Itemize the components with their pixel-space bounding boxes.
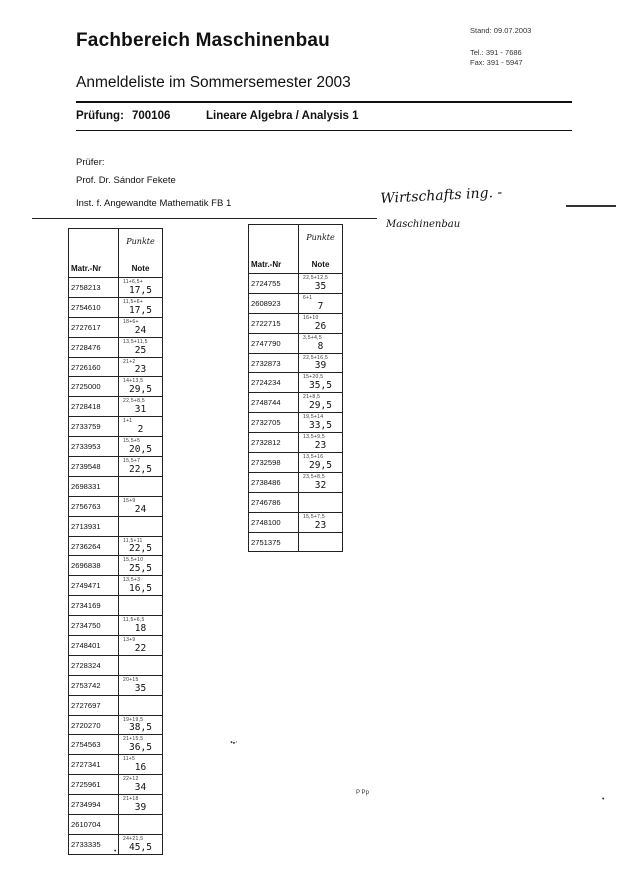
note-cell [119, 476, 163, 496]
note-cell [299, 274, 343, 294]
matr-number: 2734750 [69, 616, 119, 636]
points-calculation: 13,5+3 [123, 577, 141, 584]
table-row [69, 655, 163, 675]
matr-number: 2698331 [69, 476, 119, 496]
note-cell [119, 397, 163, 417]
table-row [69, 675, 163, 695]
table-row [69, 516, 163, 536]
points-total: 16,5 [129, 583, 152, 595]
matr-number: 2734169 [69, 596, 119, 616]
points-total: 35 [134, 682, 147, 694]
note-cell [119, 516, 163, 536]
stray-mark: • [114, 848, 117, 855]
matr-number: 2725000 [69, 377, 119, 397]
page-title: Fachbereich Maschinenbau [76, 30, 330, 51]
points-calculation: 21+18 [123, 796, 139, 803]
grade-table-left-body [69, 278, 163, 855]
note-cell [299, 433, 343, 453]
points-calculation: 13,5+16 [303, 454, 324, 461]
points-total: 18 [134, 623, 147, 635]
table-row [69, 715, 163, 735]
points-total: 35 [314, 280, 327, 292]
note-cell [299, 393, 343, 413]
grade-table-left [68, 228, 163, 855]
points-total: 23 [314, 519, 327, 531]
points-calculation: 19+19,5 [123, 716, 144, 723]
stray-mark: P Pp [356, 790, 369, 796]
table-row [249, 532, 343, 552]
note-cell [299, 413, 343, 433]
note-cell [119, 735, 163, 755]
points-calculation: 18+6+ [123, 318, 139, 325]
points-total: 16 [134, 762, 147, 774]
points-total: 20,5 [129, 444, 152, 456]
points-total: 8 [317, 340, 324, 352]
note-cell [119, 357, 163, 377]
points-total: 26 [314, 320, 327, 332]
exam-label: Prüfung: [76, 110, 124, 122]
note-cell [119, 576, 163, 596]
points-calculation: 24+21,5 [123, 835, 144, 842]
grade-table-right-body [249, 274, 343, 552]
points-total: 17,5 [129, 284, 152, 296]
table-row [249, 512, 343, 532]
table-row [69, 377, 163, 397]
note-header-label: Note [131, 264, 150, 273]
note-header [119, 229, 163, 278]
matr-number: 2738486 [249, 472, 299, 492]
points-total: 23 [314, 440, 327, 452]
table-row [249, 353, 343, 373]
points-total: 22,5 [129, 543, 152, 555]
note-cell [119, 297, 163, 317]
note-cell [299, 293, 343, 313]
matr-number: 2728476 [69, 337, 119, 357]
table-row [69, 536, 163, 556]
matr-number: 2739548 [69, 457, 119, 477]
table-row [69, 397, 163, 417]
matr-number: 2610704 [69, 815, 119, 835]
table-row [249, 393, 343, 413]
table-row [69, 596, 163, 616]
note-cell [119, 437, 163, 457]
points-calculation: 11,5+6,5 [123, 617, 145, 624]
table-row [69, 278, 163, 298]
exam-subject: Lineare Algebra / Analysis 1 [206, 110, 359, 122]
header-rule [76, 101, 572, 103]
table-row [249, 373, 343, 393]
note-cell [299, 472, 343, 492]
note-cell [119, 655, 163, 675]
note-cell [119, 636, 163, 656]
points-total: 39 [134, 802, 147, 814]
matr-number: 2725961 [69, 775, 119, 795]
matr-number: 2747790 [249, 333, 299, 353]
matr-number: 2732873 [249, 353, 299, 373]
note-cell [119, 536, 163, 556]
matr-number: 2754563 [69, 735, 119, 755]
handwritten-program-line2: Maschinenbau [386, 219, 461, 230]
table-row [69, 556, 163, 576]
points-total: 33,5 [309, 420, 332, 432]
document-subtitle: Anmeldeliste im Sommersemester 2003 [76, 74, 351, 91]
matr-number: 2756763 [69, 496, 119, 516]
points-total: 35,5 [309, 380, 332, 392]
note-header [299, 225, 343, 274]
points-calculation: 15+20,5 [303, 374, 324, 381]
points-total: 31 [134, 404, 147, 416]
matr-number: 2724234 [249, 373, 299, 393]
points-total: 45,5 [129, 841, 152, 853]
punkte-handwritten-header: Punkte [126, 237, 155, 246]
exam-rule [76, 130, 572, 131]
note-cell [119, 457, 163, 477]
points-calculation: 11+6,5+ [123, 279, 144, 285]
points-calculation: 1+1 [123, 418, 133, 425]
table-row [249, 333, 343, 353]
matr-number: 2713931 [69, 516, 119, 536]
points-total: 39 [314, 360, 327, 372]
note-cell [299, 353, 343, 373]
points-total: 32 [314, 479, 327, 491]
points-calculation: 21+2 [123, 358, 136, 365]
matr-number: 2727697 [69, 695, 119, 715]
table-row [69, 437, 163, 457]
stray-mark: • [602, 796, 605, 803]
note-cell [299, 333, 343, 353]
stand-date: Stand: 09.07.2003 [470, 26, 532, 35]
table-row [69, 636, 163, 656]
matr-number: 2608923 [249, 293, 299, 313]
examiner-label: Prüfer: [76, 157, 105, 168]
phone-number: Tel.: 391 - 7686 [470, 48, 522, 57]
matr-number: 2748744 [249, 393, 299, 413]
table-row [69, 417, 163, 437]
points-total: 36,5 [129, 742, 152, 754]
note-cell [119, 417, 163, 437]
matr-header: Matr.-Nr [249, 225, 299, 274]
matr-number: 2732598 [249, 453, 299, 473]
matr-number: 2754610 [69, 297, 119, 317]
institute-name: Inst. f. Angewandte Mathematik FB 1 [76, 198, 232, 209]
points-calculation: 6+1 [303, 294, 313, 301]
note-cell [119, 815, 163, 835]
points-total: 17,5 [129, 304, 152, 316]
table-row [69, 317, 163, 337]
table-row [249, 472, 343, 492]
note-cell [119, 834, 163, 854]
note-cell [119, 755, 163, 775]
points-total: 29,5 [129, 384, 152, 396]
table-row [249, 293, 343, 313]
points-calculation: 15,5+5 [123, 438, 141, 445]
matr-number: 2726160 [69, 357, 119, 377]
matr-number: 2751375 [249, 532, 299, 552]
table-row [249, 274, 343, 294]
points-calculation: 15,5+7 [123, 458, 141, 465]
matr-number: 2696838 [69, 556, 119, 576]
table-row [249, 413, 343, 433]
matr-number: 2753742 [69, 675, 119, 695]
table-rule [32, 218, 377, 219]
points-calculation: 13,5+9,5 [303, 434, 326, 441]
points-total: 25,5 [129, 563, 152, 575]
points-calculation: 15+9 [123, 497, 136, 504]
note-cell [119, 496, 163, 516]
table-row [249, 433, 343, 453]
note-cell [119, 556, 163, 576]
matr-number: 2736264 [69, 536, 119, 556]
matr-number: 2728418 [69, 397, 119, 417]
matr-number: 2724755 [249, 274, 299, 294]
points-total: 29,5 [309, 459, 332, 471]
note-cell [119, 377, 163, 397]
points-total: 7 [317, 300, 324, 312]
matr-number: 2734994 [69, 795, 119, 815]
matr-number: 2748100 [249, 512, 299, 532]
note-cell [299, 532, 343, 552]
punkte-handwritten-header: Punkte [306, 233, 335, 242]
points-total: 34 [134, 782, 147, 794]
matr-number: 2746786 [249, 492, 299, 512]
points-calculation: 15,5+10 [123, 557, 144, 564]
table-row [69, 476, 163, 496]
table-row [69, 576, 163, 596]
table-row [69, 735, 163, 755]
note-cell [299, 373, 343, 393]
points-calculation: 13+9 [123, 637, 136, 644]
matr-number: 2727617 [69, 317, 119, 337]
note-cell [299, 492, 343, 512]
note-cell [119, 675, 163, 695]
points-calculation: 19,5+14 [303, 414, 324, 421]
points-calculation: 22+12 [123, 776, 139, 783]
points-total: 22,5 [129, 463, 152, 475]
note-cell [119, 695, 163, 715]
handwritten-program-line1: Wirtschafts ing. - [380, 184, 503, 207]
table-row [69, 616, 163, 636]
contact-info [470, 26, 531, 68]
matr-number: 2728324 [69, 655, 119, 675]
points-calculation: 21+8,5 [303, 394, 321, 401]
points-calculation: 20+15 [123, 676, 139, 683]
stray-mark: ••' [228, 739, 238, 748]
points-total: 24 [134, 324, 147, 336]
matr-number: 2758213 [69, 278, 119, 298]
table-row [69, 815, 163, 835]
note-cell [299, 313, 343, 333]
points-calculation: 16+10 [303, 314, 319, 321]
note-cell [299, 453, 343, 473]
points-calculation: 15,5+7,5 [303, 513, 326, 520]
table-row [249, 453, 343, 473]
handwritten-dash [566, 205, 616, 207]
matr-number: 2733759 [69, 417, 119, 437]
matr-number: 2733953 [69, 437, 119, 457]
points-total: 23 [134, 364, 147, 376]
matr-number: 2749471 [69, 576, 119, 596]
table-row [249, 313, 343, 333]
table-row [69, 457, 163, 477]
points-calculation: 14+13,5 [123, 378, 144, 385]
table-row [69, 755, 163, 775]
note-cell [119, 715, 163, 735]
points-calculation: 21+15,5 [123, 736, 144, 743]
matr-number: 2722715 [249, 313, 299, 333]
matr-number: 2732812 [249, 433, 299, 453]
points-total: 29,5 [309, 400, 332, 412]
points-calculation: 11+5 [123, 756, 136, 763]
table-row [69, 337, 163, 357]
note-header-label: Note [311, 260, 330, 269]
points-calculation: 11,5+6+ [123, 298, 144, 305]
note-cell [119, 596, 163, 616]
table-row [69, 775, 163, 795]
fax-number: Fax: 391 - 5947 [470, 58, 523, 67]
table-row [69, 695, 163, 715]
table-row [69, 496, 163, 516]
note-cell [119, 775, 163, 795]
examiner-name: Prof. Dr. Sándor Fekete [76, 175, 176, 186]
note-cell [119, 317, 163, 337]
table-row [69, 357, 163, 377]
points-total: 38,5 [129, 722, 152, 734]
points-total: 22 [134, 642, 147, 654]
points-calculation: 22,5+16,5 [303, 354, 329, 361]
note-cell [299, 512, 343, 532]
note-cell [119, 616, 163, 636]
points-calculation: 13,5+11,5 [123, 338, 148, 345]
grade-table-right [248, 224, 343, 552]
note-cell [119, 337, 163, 357]
points-total: 25 [134, 344, 147, 356]
matr-number: 2733335 [69, 834, 119, 854]
matr-header: Matr.-Nr [69, 229, 119, 278]
exam-number: 700106 [132, 110, 171, 122]
points-calculation: 3,5+4,5 [303, 334, 322, 341]
points-calculation: 22,5+8,5 [123, 398, 146, 405]
points-calculation: 11,5+11 [123, 537, 143, 544]
table-row [69, 297, 163, 317]
matr-number: 2732705 [249, 413, 299, 433]
matr-number: 2748401 [69, 636, 119, 656]
points-total: 2 [137, 424, 144, 436]
points-calculation: 23,5+8,5 [303, 473, 326, 480]
points-calculation: 22,5+12,5 [303, 275, 329, 281]
table-row [249, 492, 343, 512]
note-cell [119, 278, 163, 298]
table-row [69, 795, 163, 815]
note-cell [119, 795, 163, 815]
matr-number: 2720270 [69, 715, 119, 735]
matr-number: 2727341 [69, 755, 119, 775]
points-total: 24 [134, 503, 147, 515]
